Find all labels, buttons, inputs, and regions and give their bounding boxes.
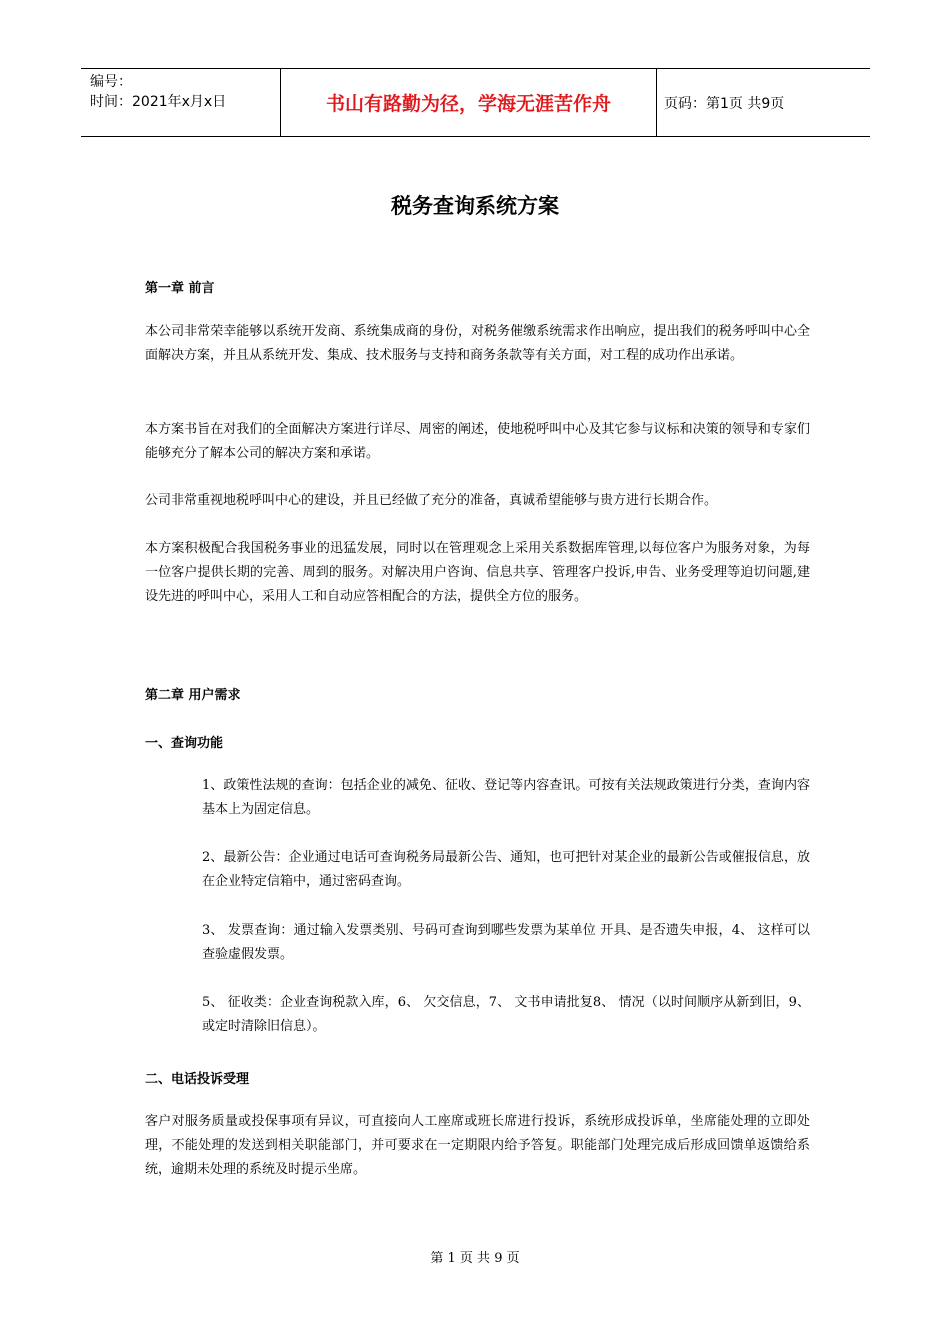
query-item-3: 3、 发票查询：通过输入发票类别、号码可查询到哪些发票为某单位 开具、是否遗失申报，4、 这样可以查验虚假发票。 xyxy=(202,923,810,962)
chapter-1-paragraph-1: 本公司非常荣幸能够以系统开发商、系统集成商的身份，对税务催缴系统需求作出响应，提出我们的税务呼叫中心全面解决方案，并且从系统开发、集成、技术服务与支持和商务条款等有关方面，对工程的成功作出承诺。 xyxy=(145,324,810,363)
query-item-2: 2、最新公告：企业通过电话可查询税务局最新公告、通知，也可把针对某企业的最新公告或催报信息，放在企业特定信箱中，通过密码查询。 xyxy=(202,850,810,889)
chapter-1-paragraph-3: 公司非常重视地税呼叫中心的建设，并且已经做了充分的准备，真诚希望能够与贵方进行长期合作。 xyxy=(145,493,718,508)
document-time-label: 时间：2021年x月x日 xyxy=(90,94,227,110)
chapter-1-heading: 第一章 前言 xyxy=(145,281,215,296)
document-number-label: 编号： xyxy=(90,74,132,90)
section-1-heading: 一、查询功能 xyxy=(145,736,224,751)
page-footer: 第 1 页 共 9 页 xyxy=(430,1251,520,1266)
header-motto: 书山有路勤为径，学海无涯苦作舟 xyxy=(281,69,657,136)
document-title: 税务查询系统方案 xyxy=(391,194,559,218)
section-2-paragraph: 客户对服务质量或投保事项有异议，可直接向人工座席或班长席进行投诉，系统形成投诉单，坐席能处理的立即处理，不能处理的发送到相关职能部门，并可要求在一定期限内给予答复。职能部门处理完成后形成回馈单返馈给系统，逾期未处理的系统及时提示坐席。 xyxy=(145,1114,810,1177)
chapter-1-paragraph-4: 本方案积极配合我国税务事业的迅猛发展，同时以在管理观念上采用关系数据库管理,以每位客户为服务对象，为每一位客户提供长期的完善、周到的服务。对解决用户咨询、信息共享、管理客户投诉,申告、业务受理等迫切问题,建设先进的呼叫中心，采用人工和自动应答相配合的方法，提供全方位的服务。 xyxy=(145,541,810,604)
query-item-4: 5、 征收类：企业查询税款入库，6、 欠交信息，7、 文书申请批复8、 情况（以时间顺序从新到旧，9、 或定时清除旧信息）。 xyxy=(202,995,810,1034)
header-table xyxy=(81,68,870,137)
section-2-heading: 二、电话投诉受理 xyxy=(145,1072,250,1087)
query-item-1: 1、政策性法规的查询：包括企业的减免、征收、登记等内容查讯。可按有关法规政策进行分类，查询内容基本上为固定信息。 xyxy=(202,778,810,817)
header-page-info: 页码：第1页 共9页 xyxy=(664,95,785,112)
header-meta-cell xyxy=(81,69,281,136)
chapter-1-paragraph-2: 本方案书旨在对我们的全面解决方案进行详尽、周密的阐述，使地税呼叫中心及其它参与议标和决策的领导和专家们能够充分了解本公司的解决方案和承诺。 xyxy=(145,422,810,461)
chapter-2-heading: 第二章 用户需求 xyxy=(145,688,241,703)
